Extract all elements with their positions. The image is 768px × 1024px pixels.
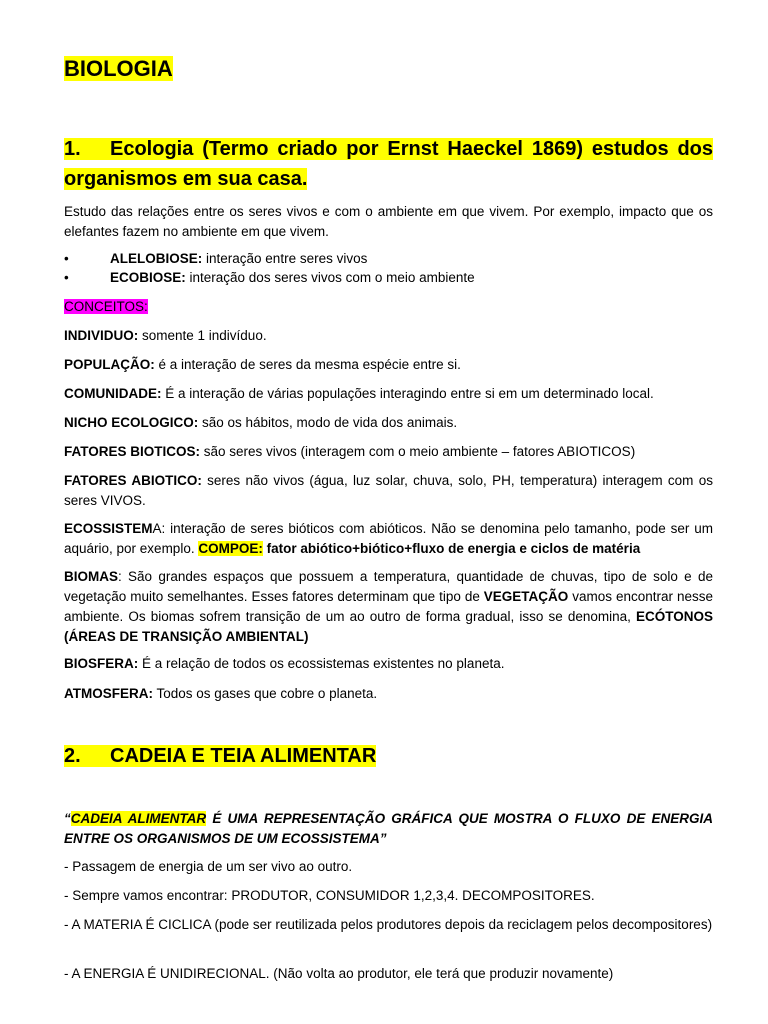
bullet-dot-icon: • (64, 251, 69, 266)
concept-term: BIOSFERA: (64, 656, 139, 671)
bullet-term: ALELOBIOSE: (110, 251, 203, 266)
concept-text: A: interação de seres bióticos com abióticos. Não se denomina pelo tamanho, pode ser um aquário, por exemplo. (64, 521, 713, 556)
concepts-label-text: CONCEITOS: (64, 299, 148, 314)
concept-term: BIOMAS (64, 569, 118, 584)
concept-individuo (64, 326, 713, 346)
bullet-dot-icon: • (64, 270, 69, 285)
compoe-label: COMPOE: (198, 541, 263, 556)
concept-term: COMUNIDADE: (64, 386, 162, 401)
concept-term: POPULAÇÃO: (64, 357, 155, 372)
section-1-heading-highlight (64, 138, 713, 190)
compoe-text: fator abiótico+biótico+fluxo de energia e ciclos de matéria (262, 541, 641, 556)
concept-fatores-abiotico (64, 471, 713, 511)
section-1-intro: Estudo das relações entre os seres vivos e com o ambiente em que vivem. Por exemplo, impacto que os elefantes fazem no ambiente em que vivem. (64, 204, 713, 239)
concept-fatores-bioticos (64, 442, 713, 462)
food-chain-line: - A ENERGIA É UNIDIRECIONAL. (Não volta ao produtor, ele terá que produzir novamente) (64, 966, 614, 981)
quote-text: É UMA REPRESENTAÇÃO GRÁFICA QUE MOSTRA O FLUXO DE ENERGIA ENTRE OS ORGANISMOS DE UM ECOSSISTEMA (64, 811, 713, 846)
concept-comunidade (64, 384, 713, 404)
concept-biomas (64, 567, 713, 647)
concept-term: ATMOSFERA: (64, 686, 153, 701)
quote-mark: “ (64, 811, 71, 826)
concept-text: Todos os gases que cobre o planeta. (153, 686, 378, 701)
bullet-text: interação dos seres vivos com o meio ambiente (185, 270, 475, 285)
concept-atmosfera (64, 684, 713, 704)
concept-text: vamos encontrar nesse ambiente. Os biomas sofrem transição de um ao outro de forma gradual, isso se denomina, (64, 589, 713, 624)
document-title (64, 54, 713, 84)
section-1-heading (64, 134, 713, 194)
vegetacao-term: VEGETAÇÃO (483, 589, 569, 604)
concept-text: É a relação de todos os ecossistemas existentes no planeta. (138, 656, 505, 671)
concept-biosfera (64, 654, 713, 674)
concept-term: FATORES BIOTICOS: (64, 444, 201, 459)
concept-term: ECOSSISTEM (64, 521, 153, 536)
concept-text: somente 1 indivíduo. (138, 328, 267, 343)
concept-text: são seres vivos (interagem com o meio ambiente – fatores ABIOTICOS) (200, 444, 636, 459)
concept-text: são os hábitos, modo de vida dos animais. (198, 415, 458, 430)
concept-ecossistema (64, 519, 713, 559)
food-chain-line: - A MATERIA É CICLICA (pode ser reutilizada pelos produtores depois da reciclagem pelos decompositores) (64, 917, 713, 932)
concept-text: É a interação de várias populações interagindo entre si em um determinado local. (161, 386, 654, 401)
section-2-heading-text: CADEIA E TEIA ALIMENTAR (110, 745, 377, 767)
food-chain-line: - Passagem de energia de um ser vivo ao outro. (64, 859, 353, 874)
food-chain-line: - Sempre vamos encontrar: PRODUTOR, CONSUMIDOR 1,2,3,4. DECOMPOSITORES. (64, 888, 595, 903)
ecotonos-term: ECÓTONOS (ÁREAS DE TRANSIÇÃO AMBIENTAL) (64, 609, 713, 644)
concept-text: é a interação de seres da mesma espécie entre si. (154, 357, 461, 372)
concept-populacao (64, 355, 713, 375)
food-chain-definition (64, 809, 713, 849)
bullet-text: interação entre seres vivos (202, 251, 368, 266)
section-1-number: 1. (64, 138, 81, 160)
bullet-term: ECOBIOSE: (110, 270, 186, 285)
section-2-heading-highlight (64, 745, 376, 767)
quote-mark: ” (379, 831, 387, 846)
concept-text: seres não vivos (água, luz solar, chuva, solo, PH, temperatura) interagem com os seres VIVOS. (64, 473, 713, 508)
section-2-heading (64, 741, 713, 771)
concept-text: : São grandes espaços que possuem a temperatura, quantidade de chuvas, tipo de solo e de vegetação muito semelhantes. Esses fatores determinam que tipo de (64, 569, 713, 604)
document-title-text: BIOLOGIA (64, 56, 173, 81)
concept-term: NICHO ECOLOGICO: (64, 415, 199, 430)
concepts-label (64, 297, 713, 317)
section-2-number: 2. (64, 745, 81, 767)
concept-nicho (64, 413, 713, 433)
concept-term: INDIVIDUO: (64, 328, 139, 343)
concept-term: FATORES ABIOTICO: (64, 473, 202, 488)
quote-term: CADEIA ALIMENTAR (70, 811, 207, 826)
section-1-heading-text: Ecologia (Termo criado por Ernst Haeckel 1869) estudos dos organismos em sua casa. (64, 138, 713, 190)
